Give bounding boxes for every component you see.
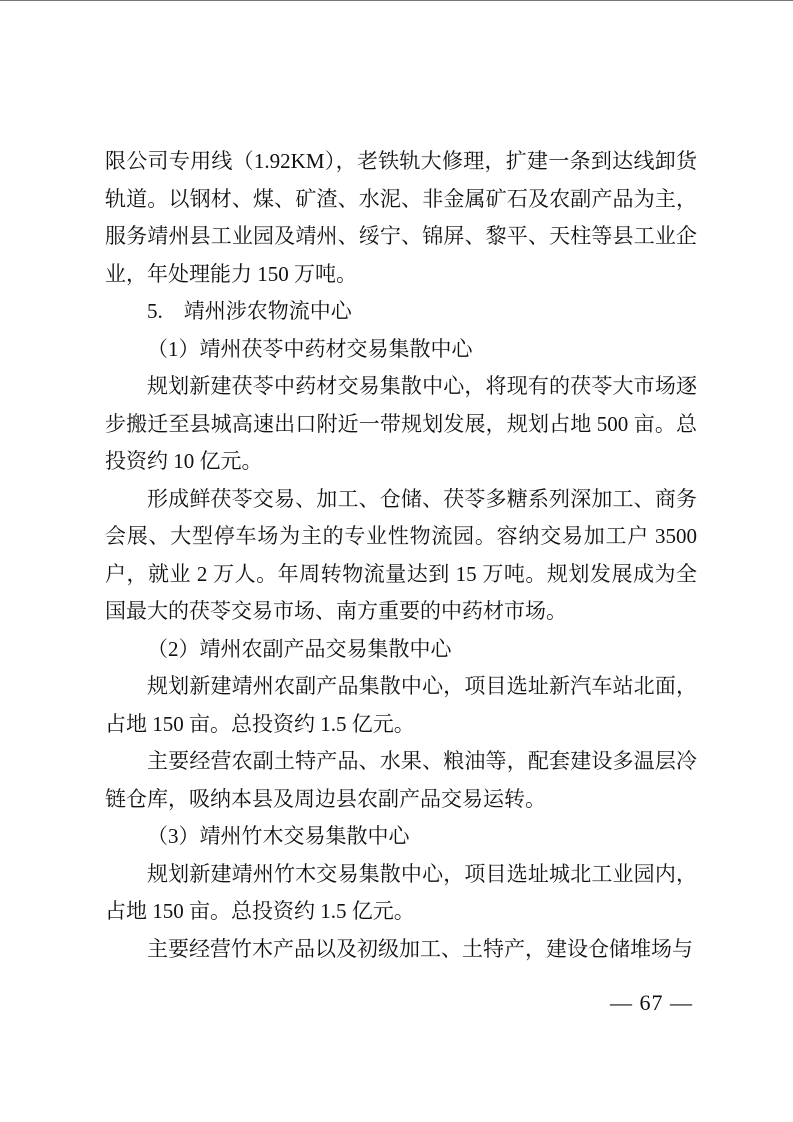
paragraph-agri-plan: 规划新建靖州农副产品集散中心，项目选址新汽车站北面，占地 150 亩。总投资约 1.5 亿元。 (105, 674, 697, 736)
paragraph-agri-detail: 主要经营农副土特产品、水果、粮油等，配套建设多温层冷链仓库，吸纳本县及周边县农副产品交易运转。 (105, 749, 697, 811)
page-number: — 67 — (610, 990, 693, 1015)
paragraph-fuling-plan: 规划新建茯苓中药材交易集散中心，将现有的茯苓大市场逐步搬迁至县城高速出口附近一带规划发展，规划占地 500 亩。总投资约 10 亿元。 (105, 374, 697, 473)
subsection-heading-2: （2）靖州农副产品交易集散中心 (147, 636, 452, 661)
document-body (105, 143, 697, 968)
paragraph-continuation: 限公司专用线（1.92KM），老铁轨大修理，扩建一条到达线卸货轨道。以钢材、煤、矿渣、水泥、非金属矿石及农副产品为主，服务靖州县工业园及靖州、绥宁、锦屏、黎平、天柱等县工业企业，年处理能力 150 万吨。 (105, 149, 697, 286)
paragraph-fuling-detail: 形成鲜茯苓交易、加工、仓储、茯苓多糖系列深加工、商务会展、大型停车场为主的专业性物流园。容纳交易加工户 3500 户，就业 2 万人。年周转物流量达到 15 万吨。规划发展成为全国最大的茯苓交易市场、南方重要的中药材市场。 (105, 486, 697, 623)
subsection-heading-3: （3）靖州竹木交易集散中心 (147, 824, 410, 848)
paragraph-bamboo-detail: 主要经营竹木产品以及初级加工、土特产，建设仓储堆场与 (147, 936, 693, 961)
subsection-heading-1: （1）靖州茯苓中药材交易集散中心 (147, 336, 473, 361)
section-heading-5: 5. 靖州涉农物流中心 (147, 299, 352, 323)
paragraph-bamboo-plan: 规划新建靖州竹木交易集散中心，项目选址城北工业园内，占地 150 亩。总投资约 1.5 亿元。 (105, 861, 697, 923)
